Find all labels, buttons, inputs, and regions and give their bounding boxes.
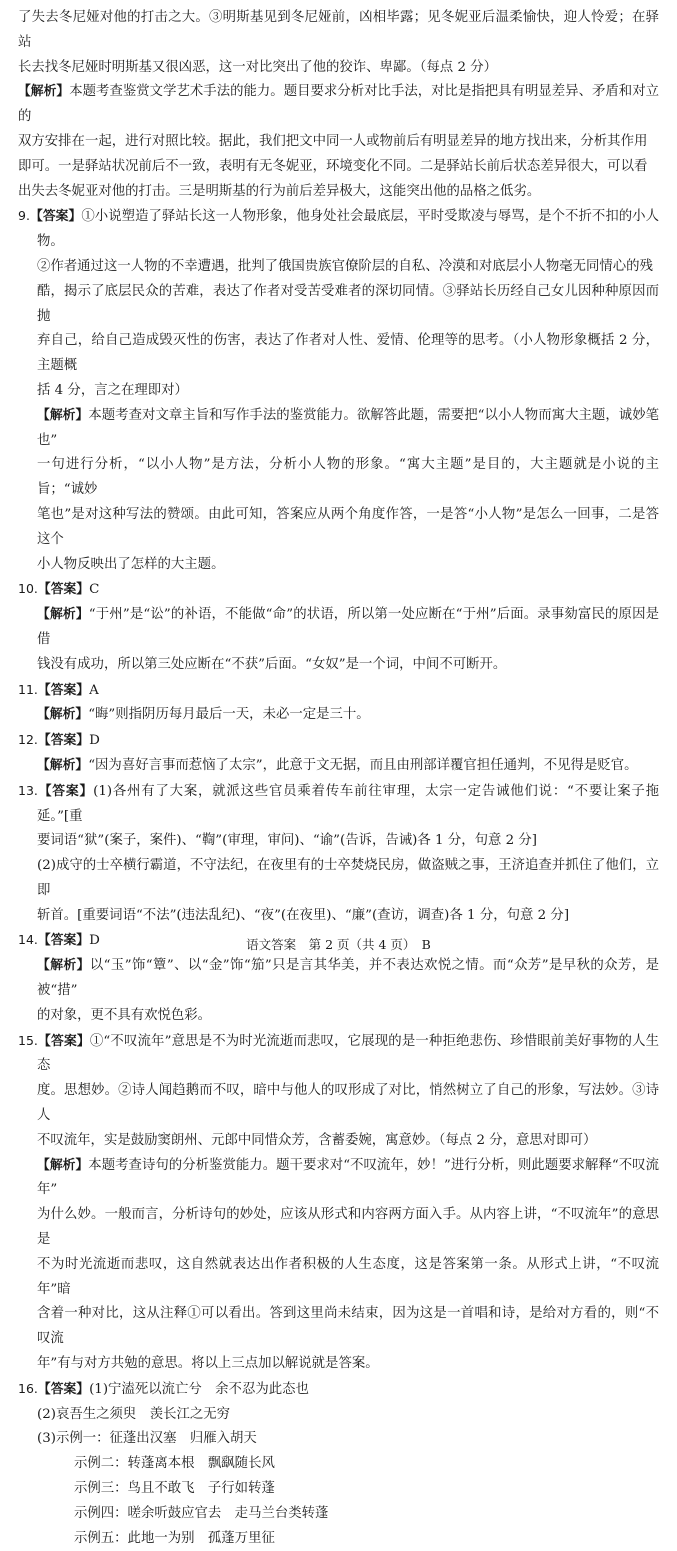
question-13-answer: 13.【答案】(1)各州有了大案，就派这些官员乘着传车前往审理，太宗一定告诫他们说：“不要让案子拖延。”[重 bbox=[18, 782, 660, 824]
analysis-line: 为什么妙。一般而言，分析诗句的妙处，应该从形式和内容两方面入手。从内容上讲，“不叹流年”的意思是 bbox=[37, 1207, 659, 1248]
analysis-line: 小人物反映出了怎样的大主题。 bbox=[37, 556, 225, 572]
analysis-line: 【解析】“于州”是“讼”的补语，不能做“命”的状语，所以第一处应断在“于州”后面。录事劾富民的原因是借 bbox=[37, 607, 660, 647]
analysis-line: 笔也”是对这种写法的赞颂。由此可知，答案应从两个角度作答，一是答“小人物”是怎么一回事，二是答这个 bbox=[37, 506, 659, 547]
answer-line: (3)示例一：征蓬出汉塞 归雁入胡天 bbox=[37, 1431, 257, 1447]
analysis-line: 一句进行分析，“以小人物”是方法，分析小人物的形象。“寓大主题”是目的，大主题就是小说的主旨；“诚妙 bbox=[37, 457, 659, 498]
analysis-line: 的对象，更不具有欢悦色彩。 bbox=[37, 1007, 212, 1023]
analysis-line: 双方安排在一起，进行对照比较。据此，我们把文中同一人或物前后有明显差异的地方找出来，分析其作用 bbox=[18, 133, 648, 149]
analysis-line: 出失去冬妮亚对他的打击。三是明斯基的行为前后差异极大，这能突出他的品格之低劣。 bbox=[18, 183, 541, 199]
answer-tag: 【答案】 bbox=[37, 682, 90, 698]
answer-tag: 【答案】 bbox=[37, 783, 94, 799]
analysis-tag: 【解析】 bbox=[37, 607, 89, 623]
question-number: 15. bbox=[18, 1032, 38, 1048]
page-footer: 语文答案 第 2 页（共 4 页） B bbox=[246, 937, 431, 952]
question-number: 14. bbox=[18, 932, 38, 948]
question-10-answer: 10.【答案】C bbox=[18, 581, 100, 598]
analysis-tag: 【解析】 bbox=[37, 1157, 89, 1173]
answer-tag: 【答案】 bbox=[29, 209, 82, 225]
question-12-answer: 12.【答案】D bbox=[18, 732, 100, 749]
question-15-answer: 15.【答案】①“不叹流年”意思是不为时光流逝而悲叹，它展现的是一种拒绝悲伤、珍惜眼前美好事物的人生态 bbox=[18, 1032, 660, 1074]
analysis-tag: 【解析】 bbox=[37, 407, 89, 423]
text-line: 了失去冬尼娅对他的打击之大。③明斯基见到冬尼娅前，凶相毕露；见冬妮亚后温柔愉快，迎人怜爱；在驿站 bbox=[18, 10, 659, 50]
answer-line: 不叹流年，实是鼓励窦朗州、元郎中同惜众芳，含蓄委婉，寓意妙。（每点 2 分，意思对即可） bbox=[37, 1132, 597, 1148]
analysis-line: 含着一种对比，这从注释①可以看出。答到这里尚未结束，因为这是一首唱和诗，是给对方看的，则“不叹流 bbox=[37, 1306, 659, 1347]
analysis-tag: 【解析】 bbox=[37, 757, 89, 773]
analysis-line: 【解析】“因为喜好言事而惹恼了太宗”，此意于文无据，而且由刑部详覆官担任通判，不见得是贬官。 bbox=[37, 757, 638, 773]
answer-line: 括 4 分，言之在理即对） bbox=[37, 382, 188, 398]
question-number: 13. bbox=[18, 782, 38, 798]
answer-tag: 【答案】 bbox=[37, 1033, 90, 1049]
question-number: 16. bbox=[18, 1380, 38, 1396]
analysis-line: 钱没有成功，所以第三处应断在“不获”后面。“女奴”是一个词，中间不可断开。 bbox=[37, 656, 507, 672]
answer-line: (2)哀吾生之须臾 羡长江之无穷 bbox=[37, 1406, 231, 1422]
analysis-line: 不为时光流逝而悲叹，这自然就表达出作者积极的人生态度，这是答案第一条。从形式上讲，“不叹流年”暗 bbox=[37, 1256, 659, 1297]
answer-line: 要词语“狱”(案子，案件)、“鞫”(审理，审问)、“谕”(告诉，告诫)各 1 分，句意 2 分] bbox=[37, 833, 538, 849]
answer-line: 斩首。[重要词语“不法”(违法乱纪)、“夜”(在夜里)、“廉”(查访，调查)各 1 分，句意 2 分] bbox=[37, 907, 570, 923]
example-line: 示例五：此地一为别 孤蓬万里征 bbox=[74, 1530, 275, 1546]
answer-tag: 【答案】 bbox=[37, 733, 90, 749]
question-11-answer: 11.【答案】A bbox=[18, 681, 99, 698]
question-16-answer: 16.【答案】(1)宁溘死以流亡兮 余不忍为此态也 bbox=[18, 1380, 309, 1397]
question-14-answer: 14.【答案】D bbox=[18, 932, 100, 949]
answer-line: 弃自己，给自己造成毁灭性的伤害，表达了作者对人性、爱情、伦理等的思考。（小人物形象概括 2 分，主题概 bbox=[37, 333, 659, 374]
answer-line: 度。思想妙。②诗人闻趋鹅而不叹，暗中与他人的叹形成了对比，悄然树立了自己的形象，写法妙。③诗人 bbox=[37, 1083, 659, 1124]
question-9-answer: 9.【答案】①小说塑造了驿站长这一人物形象，他身处社会最底层，平时受欺凌与辱骂，是个不折不扣的小人物。 bbox=[18, 208, 660, 250]
example-line: 示例三：鸟且不敢飞 子行如转蓬 bbox=[74, 1481, 275, 1497]
answer-tag: 【答案】 bbox=[37, 582, 90, 598]
question-number: 10. bbox=[18, 581, 38, 597]
analysis-line: 即可。一是驿站状况前后不一致，表明有无冬妮亚，环境变化不同。二是驿站长前后状态差异很大，可以看 bbox=[18, 158, 648, 174]
answer-tag: 【答案】 bbox=[37, 1381, 90, 1397]
answer-line: 酷，揭示了底层民众的苦难，表达了作者对受苦受难者的深切同情。③驿站长历经自己女儿因种种原因而抛 bbox=[37, 283, 659, 324]
analysis-line: 【解析】“晦”则指阴历每月最后一天，未必一定是三十。 bbox=[37, 707, 370, 723]
example-line: 示例二：转蓬离本根 飘飖随长风 bbox=[74, 1456, 275, 1472]
answer-line: (2)成守的士卒横行霸道，不守法纪，在夜里有的士卒焚烧民房，做盗贼之事，王济追查并抓住了他们，立即 bbox=[37, 858, 659, 898]
analysis-line: 【解析】本题考查鉴赏文学艺术手法的能力。题目要求分析对比手法，对比是指把具有明显差异、矛盾和对立的 bbox=[18, 84, 660, 125]
analysis-line: 【解析】本题考查诗句的分析鉴赏能力。题干要求对“不叹流年，妙！”进行分析，则此题要求解释“不叹流年” bbox=[37, 1157, 659, 1198]
question-number: 9. bbox=[18, 208, 30, 224]
question-number: 12. bbox=[18, 732, 38, 748]
analysis-tag: 【解析】 bbox=[37, 958, 90, 974]
analysis-line: 【解析】本题考查对文章主旨和写作手法的鉴赏能力。欲解答此题，需要把“以小人物而寓大主题，诚妙笔也” bbox=[37, 407, 660, 448]
question-number: 11. bbox=[18, 681, 38, 697]
example-line: 示例四：嗟余听鼓应官去 走马兰台类转蓬 bbox=[74, 1505, 329, 1521]
answer-tag: 【答案】 bbox=[37, 933, 90, 949]
answer-line: ②作者通过这一人物的不幸遭遇，批判了俄国贵族官僚阶层的自私、冷漠和对底层小人物毫无同情心的残 bbox=[37, 258, 653, 274]
analysis-line: 年”有与对方共勉的意思。将以上三点加以解说就是答案。 bbox=[37, 1356, 379, 1372]
analysis-tag: 【解析】 bbox=[18, 84, 70, 100]
analysis-line: 【解析】以“玉”饰“簟”、以“金”饰“笳”只是言其华美，并不表达欢悦之情。而“众芳”是早秋的众芳，是被“措” bbox=[37, 958, 659, 999]
text-line: 长去找冬尼娅时明斯基又很凶恶，这一对比突出了他的狡诈、卑鄙。（每点 2 分） bbox=[18, 59, 498, 75]
analysis-tag: 【解析】 bbox=[37, 707, 89, 723]
